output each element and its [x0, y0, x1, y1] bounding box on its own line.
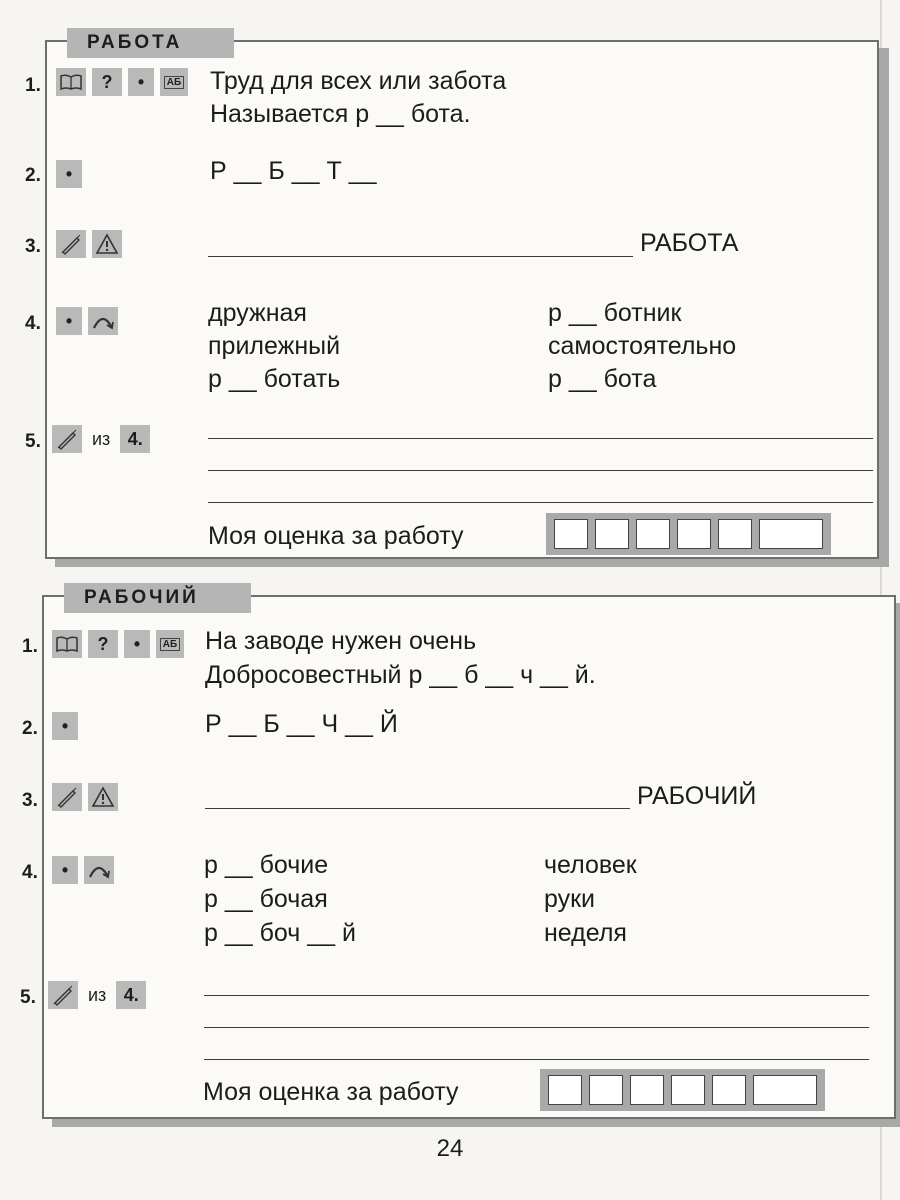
answer-line[interactable]: [205, 808, 630, 809]
crossed-pencil-icon: [48, 981, 78, 1009]
task2-letters: Р __ Б __ Т __: [210, 157, 377, 185]
book-icon: [56, 68, 86, 96]
grade-box-total[interactable]: [753, 1075, 817, 1105]
task-icons: [52, 425, 150, 453]
task1-line1: Труд для всех или забота: [210, 67, 507, 95]
task-number: 2.: [22, 718, 38, 739]
ab-icon: [156, 630, 184, 658]
task-number: 1.: [22, 636, 38, 657]
task-number: 4.: [22, 862, 38, 883]
task2-letters: Р __ Б __ Ч __ Й: [205, 710, 398, 738]
task-reference: 4.: [116, 981, 146, 1009]
task-icons: [56, 307, 118, 335]
grade-box[interactable]: [718, 519, 752, 549]
grade-box[interactable]: [589, 1075, 623, 1105]
dot-icon: •: [52, 712, 78, 740]
dot-icon: •: [56, 307, 82, 335]
task-number: 3.: [22, 790, 38, 811]
ab-icon-label: АБ: [164, 76, 184, 89]
dot-icon: •: [52, 856, 78, 884]
grade-box[interactable]: [712, 1075, 746, 1105]
from-label: из: [88, 984, 107, 1005]
grade-box[interactable]: [677, 519, 711, 549]
task-icons: [56, 230, 122, 258]
task3-word: РАБОТА: [640, 229, 739, 257]
task1-line1: На заводе нужен очень: [205, 627, 477, 655]
task-icons: [52, 712, 78, 740]
warning-icon: [88, 783, 118, 811]
task-number: 2.: [25, 165, 41, 186]
grade-box[interactable]: [595, 519, 629, 549]
task4-left-1: дружная: [208, 299, 307, 327]
crossed-pencil-icon: [52, 783, 82, 811]
task4-left-3: р __ боч __ й: [204, 919, 356, 947]
grade-boxes: [546, 513, 831, 555]
grade-box-total[interactable]: [759, 519, 823, 549]
answer-line[interactable]: [208, 438, 873, 439]
ab-icon-label: АБ: [160, 638, 180, 651]
task4-right-1: р __ ботник: [548, 299, 682, 327]
answer-line[interactable]: [204, 995, 869, 996]
crossed-pencil-icon: [52, 425, 82, 453]
task-number: 5.: [25, 431, 41, 452]
task4-left-3: р __ ботать: [208, 365, 341, 393]
task-reference: 4.: [120, 425, 150, 453]
task-number: 1.: [25, 75, 41, 96]
task4-right-3: р __ бота: [548, 365, 657, 393]
task4-left-2: р __ бочая: [204, 885, 328, 913]
from-label: из: [92, 428, 111, 449]
task4-right-1: человек: [544, 851, 637, 879]
book-icon: [52, 630, 82, 658]
task4-right-2: самостоятельно: [548, 332, 737, 360]
task-icons: [48, 981, 146, 1009]
task-icons: [52, 630, 184, 658]
task-icons: [56, 160, 82, 188]
grade-box[interactable]: [554, 519, 588, 549]
answer-line[interactable]: [204, 1027, 869, 1028]
dot-icon: •: [128, 68, 154, 96]
question-icon: ?: [88, 630, 118, 658]
answer-line[interactable]: [204, 1059, 869, 1060]
task-icons: [52, 783, 118, 811]
task4-left-2: прилежный: [208, 332, 341, 360]
task-icons: [56, 68, 188, 96]
answer-line[interactable]: [208, 256, 633, 257]
grade-box[interactable]: [630, 1075, 664, 1105]
grade-label: Моя оценка за работу: [203, 1078, 459, 1106]
warning-icon: [92, 230, 122, 258]
ab-icon: [160, 68, 188, 96]
question-icon: ?: [92, 68, 122, 96]
section-title: РАБОТА: [67, 28, 234, 58]
answer-line[interactable]: [208, 470, 873, 471]
task-number: 3.: [25, 236, 41, 257]
crossed-pencil-icon: [56, 230, 86, 258]
grade-box[interactable]: [671, 1075, 705, 1105]
task-number: 4.: [25, 313, 41, 334]
arc-arrow-icon: [84, 856, 114, 884]
task-number: 5.: [20, 987, 36, 1008]
task4-left-1: р __ бочие: [204, 851, 329, 879]
section-title: РАБОЧИЙ: [64, 583, 251, 613]
dot-icon: •: [56, 160, 82, 188]
task4-right-2: руки: [544, 885, 596, 913]
arc-arrow-icon: [88, 307, 118, 335]
task1-line2: Добросовестный р __ б __ ч __ й.: [205, 661, 596, 689]
page-number: 24: [436, 1135, 464, 1162]
task3-word: РАБОЧИЙ: [637, 782, 757, 810]
grade-box[interactable]: [636, 519, 670, 549]
task-icons: [52, 856, 114, 884]
answer-line[interactable]: [208, 502, 873, 503]
grade-boxes: [540, 1069, 825, 1111]
task4-right-3: неделя: [544, 919, 627, 947]
dot-icon: •: [124, 630, 150, 658]
grade-label: Моя оценка за работу: [208, 522, 464, 550]
grade-box[interactable]: [548, 1075, 582, 1105]
task1-line2: Называется р __ бота.: [210, 100, 471, 128]
